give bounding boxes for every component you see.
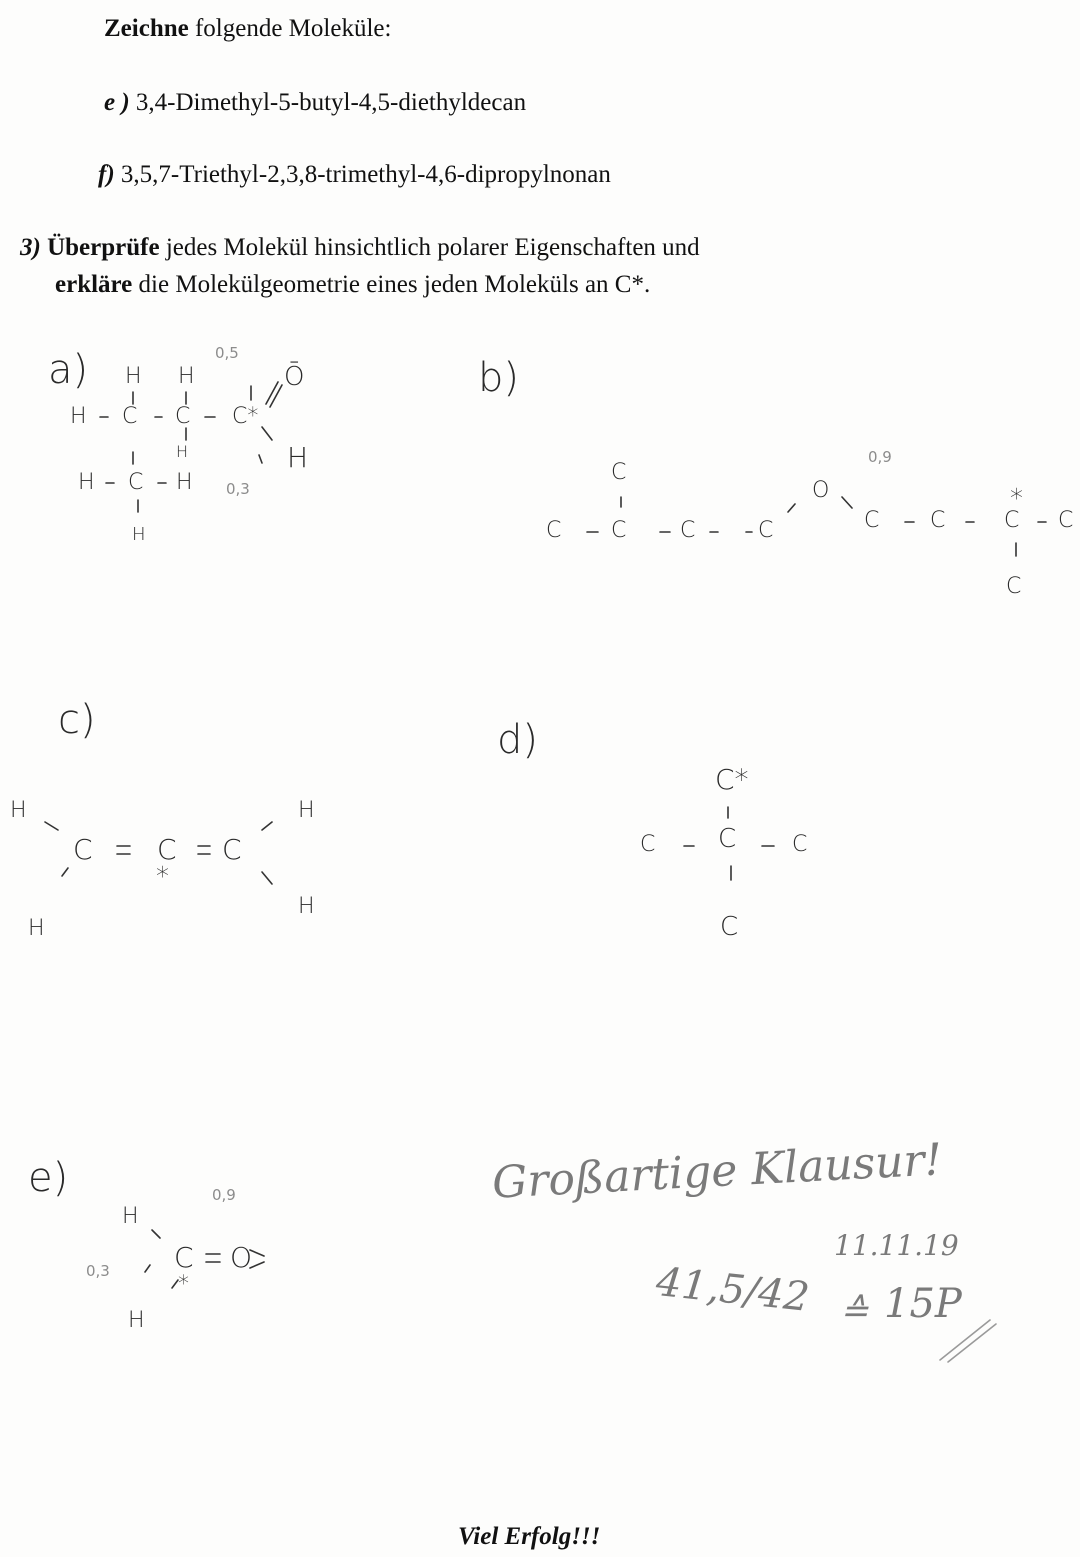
label-b: b) [478,355,519,401]
label-d: d) [497,717,538,763]
atom: H [178,364,195,389]
annotation-e-top: 0,9 [212,1186,236,1204]
task3-line2-bold: erkläre [55,271,133,298]
task3-line2 [55,270,650,300]
atom: H [132,524,146,545]
atom: C [640,832,656,857]
task3-line1-rest: jedes Molekül hinsichtlich polarer Eigenschaften und [159,234,700,261]
label-e: e) [28,1155,69,1201]
label-a: a) [48,347,89,393]
footer-text: Viel Erfolg!!! [458,1523,601,1550]
task2-item-f [98,160,611,190]
atom: C [174,1241,194,1274]
atom-oxygen: Ō [284,362,305,392]
atom: H [125,364,142,389]
atom: C [1006,574,1022,599]
annotation-b-top: 0,9 [868,448,892,466]
c-star-marker: * [178,1272,189,1297]
task3-line1-bold: Überprüfe [47,234,160,261]
task2-intro-rest: folgende Moleküle: [188,15,392,42]
atom: C [864,508,880,533]
atom: C [680,518,696,543]
atom: C [930,508,946,533]
atom: C [128,470,144,495]
atom: C [222,833,242,866]
grading-points: 15P [884,1281,962,1327]
atom: H [287,441,309,474]
label-c: c) [58,697,96,743]
task3-line1 [20,233,700,263]
annotation-e-left: 0,3 [86,1262,110,1280]
atom: H [70,404,87,429]
task2-item-e [104,88,526,118]
atom: H [28,916,45,941]
task2-item-e-text: 3,4-Dimethyl-5-butyl-4,5-diethyldecan [129,89,527,116]
atom: C [1058,508,1074,533]
task2-intro [104,14,391,44]
grading-date: 11.11.19 [834,1229,959,1262]
grading-comment: Großartige Klausur! [490,1134,944,1209]
atom-oxygen: O [230,1241,253,1274]
atom-c-star: C* [715,763,749,796]
atom: H [176,470,193,495]
atom: C [718,824,737,854]
task2-item-e-label: e ) [104,89,130,116]
atom: H [128,1308,145,1333]
annotation-a-top: 0,5 [215,344,239,362]
atom: C [611,460,627,485]
c-star-marker: * [156,862,169,892]
atom: C [611,518,627,543]
annotation-a-bottom: 0,3 [226,480,250,498]
atom: H [298,798,315,823]
atom: C [1004,508,1020,533]
grading-equiv-sign: ≙ [840,1291,869,1331]
atom: C [157,833,177,866]
c-star-marker: * [1010,484,1023,514]
task3-number: 3) [20,234,41,261]
atom: C [175,404,191,429]
grading-score: 41,5/42 [654,1259,812,1321]
atom: C [792,832,808,857]
atom: H [122,1204,139,1229]
atom: H [176,442,189,461]
task2-item-f-text: 3,5,7-Triethyl-2,3,8-trimethyl-4,6-dipropylnonan [114,161,611,188]
atom: C [758,518,774,543]
atom: H [10,798,27,823]
atom: C [720,912,739,942]
atom: H [78,470,95,495]
atom: H [298,894,315,919]
atom-c-star: C* [232,404,259,429]
atom: C [73,833,93,866]
atom-oxygen: O [812,478,830,503]
task3-line2-rest: die Molekülgeometrie eines jeden Moleküls an C*. [132,271,651,298]
task2-intro-bold: Zeichne [104,15,189,42]
task2-item-f-label: f) [98,161,115,188]
atom: C [122,404,138,429]
atom: C [546,518,562,543]
